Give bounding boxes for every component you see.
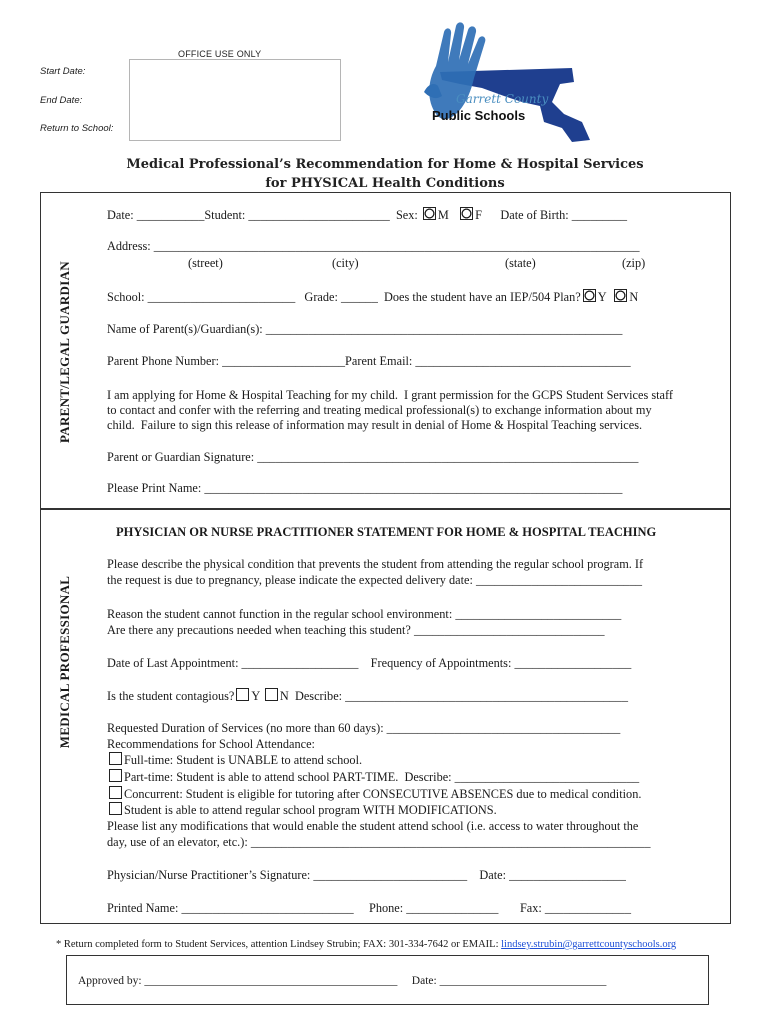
parent-side-label: PARENT/LEGAL GUARDIAN: [57, 261, 72, 443]
office-use-header: OFFICE USE ONLY: [178, 49, 262, 59]
logo-county-text: Garrett County: [456, 92, 549, 106]
parent-names-field[interactable]: Name of Parent(s)/Guardian(s): __________________________________________________________: [107, 322, 623, 336]
describe-line-1: Please describe the physical condition that prevents the student from attending the regular school program. If: [107, 557, 644, 571]
sex-female-radio[interactable]: [460, 207, 473, 220]
address-state-label: (state): [505, 256, 536, 270]
contagious-no-label: N: [279, 689, 289, 703]
concurrent-label: Concurrent: Student is eligible for tutoring after CONSECUTIVE ABSENCES due to medical condition.: [124, 787, 642, 801]
dob-field[interactable]: Date of Birth: _________: [500, 208, 628, 222]
iep-no-radio[interactable]: [614, 289, 627, 302]
form-title-line2: for PHYSICAL Health Conditions: [265, 176, 505, 191]
full-time-label: Full-time: Student is UNABLE to attend school.: [124, 753, 363, 767]
concurrent-checkbox[interactable]: [109, 786, 122, 799]
modifications-line-2[interactable]: day, use of an elevator, etc.): _________________________________________________________________: [107, 835, 651, 849]
approved-by-row[interactable]: Approved by: ____________________________________________ Date: _____________________________: [78, 975, 607, 987]
form-title-line1: Medical Professional’s Recommendation for Home & Hospital Services: [126, 157, 644, 172]
modifications-label: Student is able to attend regular school program WITH MODIFICATIONS.: [124, 803, 497, 817]
office-use-box: [129, 59, 341, 141]
contagious-yes-checkbox[interactable]: [236, 688, 249, 701]
contagious-label: Is the student contagious?: [107, 689, 235, 703]
gcps-logo: [422, 22, 597, 144]
appointment-row[interactable]: Date of Last Appointment: ___________________ Frequency of Appointments: ___________________: [107, 656, 632, 670]
consent-line-2: to contact and confer with the referring and treating medical professional(s) to exchange information about my: [107, 403, 652, 417]
parent-signature-field[interactable]: Parent or Guardian Signature: ______________________________________________________________: [107, 450, 639, 464]
contagious-yes-label: Y: [251, 689, 260, 703]
option-part-time: [107, 769, 639, 785]
printed-name-row[interactable]: Printed Name: ____________________________ Phone: _______________ Fax: ______________: [107, 901, 631, 915]
address-street-label: (street): [188, 256, 223, 270]
describe-line-2[interactable]: the request is due to pregnancy, please indicate the expected delivery date: ___________________________: [107, 573, 642, 587]
address-field[interactable]: Address: _______________________________________________________________________________: [107, 239, 640, 253]
return-to-school-label: Return to School:: [40, 123, 114, 134]
sex-female-label: F: [475, 208, 482, 222]
medical-side-label: MEDICAL PROFESSIONAL: [57, 575, 72, 749]
print-name-field[interactable]: Please Print Name: ____________________________________________________________________: [107, 481, 623, 495]
option-concurrent: [107, 786, 641, 802]
iep-yes-label: Y: [597, 290, 607, 304]
iep-no-label: N: [629, 290, 639, 304]
logo-schools-text: Public Schools: [432, 108, 526, 123]
school-grade-text: School: ________________________ Grade: ______ Does the student have an IEP/504 Plan?: [107, 290, 581, 304]
full-time-checkbox[interactable]: [109, 752, 122, 765]
option-full-time: [107, 752, 362, 768]
school-row: [107, 289, 638, 305]
physician-statement-heading: PHYSICIAN OR NURSE PRACTITIONER STATEMENT FOR HOME & HOSPITAL TEACHING: [116, 525, 657, 539]
return-instructions: [56, 939, 676, 950]
physician-signature-row[interactable]: Physician/Nurse Practitioner’s Signature: _________________________ Date: ___________________: [107, 868, 626, 882]
contagious-describe-field[interactable]: Describe: ______________________________________________: [294, 689, 628, 703]
end-date-label: End Date:: [40, 95, 83, 106]
consent-line-1: I am applying for Home & Hospital Teaching for my child. I grant permission for the GCPS Student Services staff: [107, 388, 673, 402]
modifications-checkbox[interactable]: [109, 802, 122, 815]
contagious-row: [107, 688, 628, 704]
date-student-row: [107, 207, 627, 223]
parent-phone-email-field[interactable]: Parent Phone Number: ____________________Parent Email: ___________________________________: [107, 354, 631, 368]
option-modifications: [107, 802, 497, 818]
part-time-checkbox[interactable]: [109, 769, 122, 782]
date-student-text: Date: ___________Student: _______________________ Sex:: [107, 208, 418, 222]
contagious-no-checkbox[interactable]: [265, 688, 278, 701]
reason-field[interactable]: Reason the student cannot function in the regular school environment: ___________________________: [107, 607, 622, 621]
sex-male-label: M: [437, 208, 449, 222]
contact-email-link[interactable]: lindsey.strubin@garrettcountyschools.org: [501, 939, 677, 950]
part-time-label: Part-time: Student is able to attend school PART-TIME. Describe: ______________________________: [124, 770, 640, 784]
modifications-line-1: Please list any modifications that would enable the student attend school (i.e. access to water throughout the: [107, 819, 639, 833]
start-date-label: Start Date:: [40, 66, 86, 77]
sex-male-radio[interactable]: [423, 207, 436, 220]
consent-line-3: child. Failure to sign this release of information may result in denial of Home & Hospital Teaching services.: [107, 418, 643, 432]
address-city-label: (city): [332, 256, 359, 270]
precautions-field[interactable]: Are there any precautions needed when teaching this student? _______________________________: [107, 623, 605, 637]
address-zip-label: (zip): [622, 256, 646, 270]
recommendations-label: Recommendations for School Attendance:: [107, 737, 315, 751]
return-note-text: * Return completed form to Student Services, attention Lindsey Strubin; FAX: 301-334-7642 or EMAIL:: [56, 939, 502, 950]
duration-field[interactable]: Requested Duration of Services (no more than 60 days): ______________________________________: [107, 721, 621, 735]
iep-yes-radio[interactable]: [583, 289, 596, 302]
